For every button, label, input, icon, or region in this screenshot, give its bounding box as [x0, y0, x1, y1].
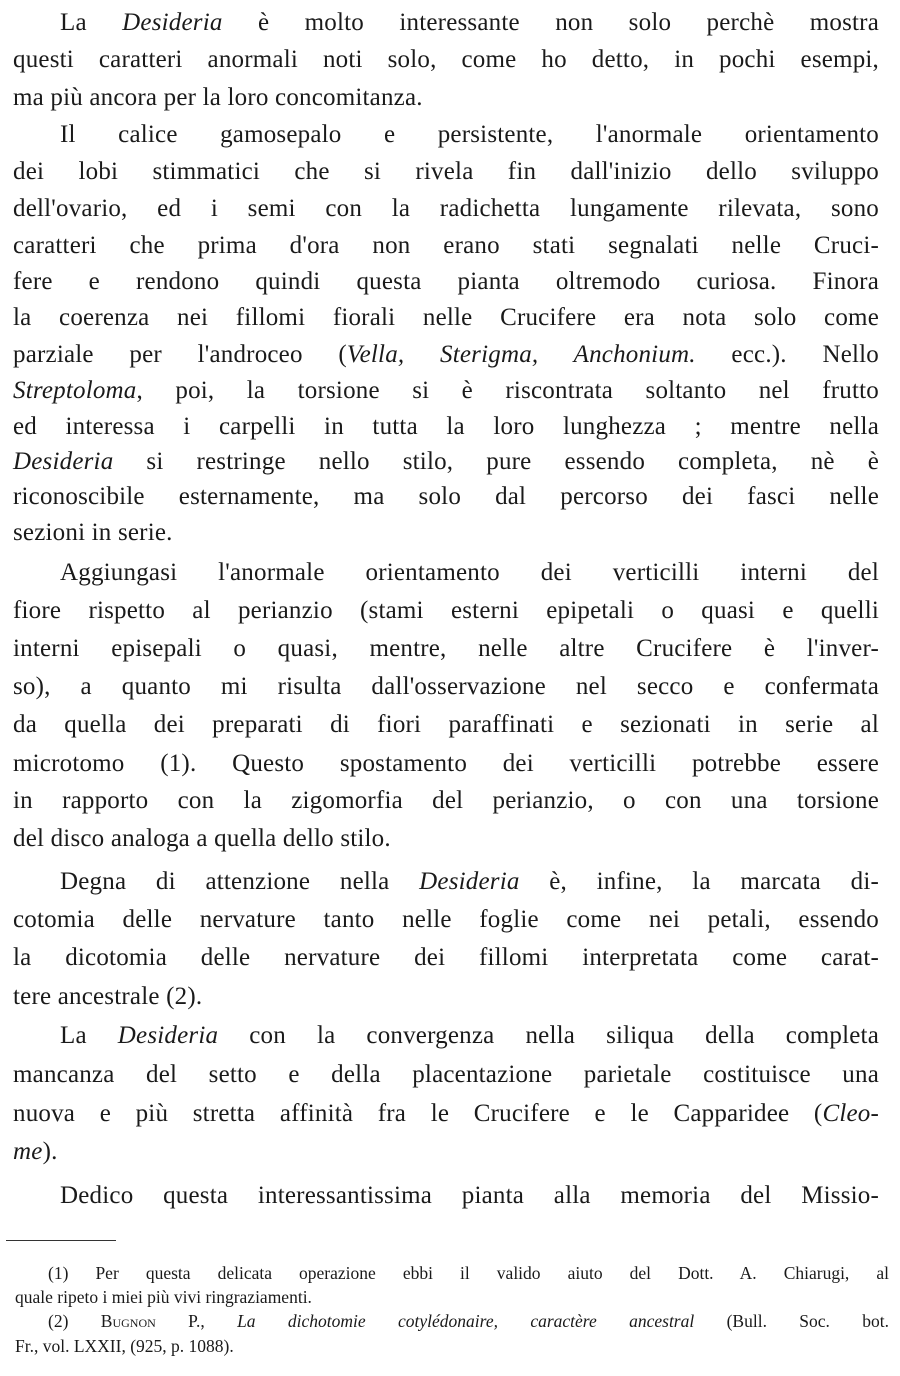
- text-line: la coerenza nei fillomi fiorali nelle Crucifere era nota solo come: [13, 304, 879, 331]
- text-line: [60, 867, 879, 897]
- text-line: fiore rispetto al perianzio (stami esterni epipetali o quasi e quelli: [13, 597, 879, 624]
- text-run: ).: [42, 1138, 58, 1165]
- text-run: La: [60, 1022, 118, 1049]
- genus-name: Desideria: [13, 448, 114, 475]
- text-run: La: [60, 9, 123, 36]
- text-line: Il calice gamosepalo e persistente, l'anormale orientamento: [60, 121, 879, 148]
- text-line: [60, 8, 879, 38]
- genus-name: Desideria: [122, 9, 223, 36]
- footnote-title: La dichotomie cotylédonaire, caractère ancestral: [204, 1311, 695, 1331]
- genus-name: Streptoloma: [13, 377, 137, 404]
- genus-name: me: [13, 1138, 43, 1165]
- text-line: da quella dei preparati di fiori paraffinati e sezionati in serie al: [13, 711, 879, 738]
- text-line: [13, 1099, 879, 1129]
- text-run: Degna di attenzione nella: [60, 868, 420, 895]
- text-line: [13, 340, 879, 370]
- text-line: [13, 376, 879, 406]
- text-line: so), a quanto mi risulta dall'osservazione nel secco e confermata: [13, 673, 879, 700]
- text-run: , poi, la torsione si è riscontrata soltanto nel frutto: [136, 377, 879, 404]
- text-line: mancanza del setto e della placentazione parietale costituisce una: [13, 1061, 879, 1088]
- genus-name: Desideria: [117, 1022, 219, 1049]
- footnote-source: (Bull. Soc. bot.: [694, 1311, 890, 1331]
- text-line: del disco analoga a quella dello stilo.: [13, 825, 391, 852]
- text-line: dei lobi stimmatici che si rivela fin dall'inizio dello sviluppo: [13, 158, 879, 185]
- text-run: è, infine, la marcata di-: [519, 868, 879, 895]
- text-run: parziale per l'androceo (: [13, 341, 347, 368]
- footnote-number: (2): [48, 1311, 101, 1331]
- text-line: tere ancestrale (2).: [13, 983, 203, 1010]
- text-line: riconoscibile esternamente, ma solo dal percorso dei fasci nelle: [13, 483, 879, 510]
- text-line: dell'ovario, ed i semi con la radichetta lungamente rilevata, sono: [13, 195, 879, 222]
- text-line: cotomia delle nervature tanto nelle foglie come nei petali, essendo: [13, 906, 879, 933]
- text-line: interni episepali o quasi, mentre, nelle altre Crucifere è l'inver-: [13, 635, 879, 662]
- text-line: [13, 447, 879, 477]
- footnote-1: (1) Per questa delicata operazione ebbi il valido aiuto del Dott. A. Chiarugi, al: [48, 1263, 889, 1283]
- footnote-author: Bugnon P.,: [100, 1311, 205, 1331]
- footnote-rule: [6, 1240, 116, 1241]
- text-line: questi caratteri anormali noti solo, come ho detto, in pochi esempi,: [13, 46, 879, 73]
- genus-names: Vella, Sterigma, Anchonium.: [346, 341, 696, 368]
- text-line: ma più ancora per la loro concomitanza.: [13, 84, 423, 111]
- text-line: fere e rendono quindi questa pianta oltremodo curiosa. Finora: [13, 268, 879, 295]
- text-line: ed interessa i carpelli in tutta la loro lunghezza ; mentre nella: [13, 413, 879, 440]
- genus-name: Desideria: [419, 868, 520, 895]
- text-line: [60, 1021, 879, 1051]
- text-run: è molto interessante non solo perchè mostra: [222, 9, 880, 36]
- text-line: [13, 1137, 879, 1167]
- footnote-1-continuation: quale ripeto i miei più vivi ringraziamenti.: [15, 1287, 312, 1307]
- footnote-2: [48, 1310, 889, 1332]
- text-line: Aggiungasi l'anormale orientamento dei verticilli interni del: [60, 559, 879, 586]
- footnote-2-continuation: Fr., vol. LXXII, (925, p. 1088).: [15, 1336, 234, 1356]
- text-run: si restringe nello stilo, pure essendo completa, nè è: [113, 448, 879, 475]
- text-run: nuova e più stretta affinità fra le Crucifere e le Capparidee (: [13, 1100, 823, 1127]
- text-run: con la convergenza nella siliqua della completa: [218, 1022, 879, 1049]
- text-line: sezioni in serie.: [13, 519, 173, 546]
- text-line: Dedico questa interessantissima pianta alla memoria del Missio-: [60, 1182, 879, 1209]
- text-line: in rapporto con la zigomorfia del perianzio, o con una torsione: [13, 787, 879, 814]
- genus-name: Cleo-: [822, 1100, 879, 1127]
- text-run: ecc.). Nello: [695, 341, 879, 368]
- text-line: microtomo (1). Questo spostamento dei verticilli potrebbe essere: [13, 750, 879, 777]
- text-line: caratteri che prima d'ora non erano stati segnalati nelle Cruci-: [13, 232, 879, 259]
- text-line: la dicotomia delle nervature dei fillomi interpretata come carat-: [13, 944, 879, 971]
